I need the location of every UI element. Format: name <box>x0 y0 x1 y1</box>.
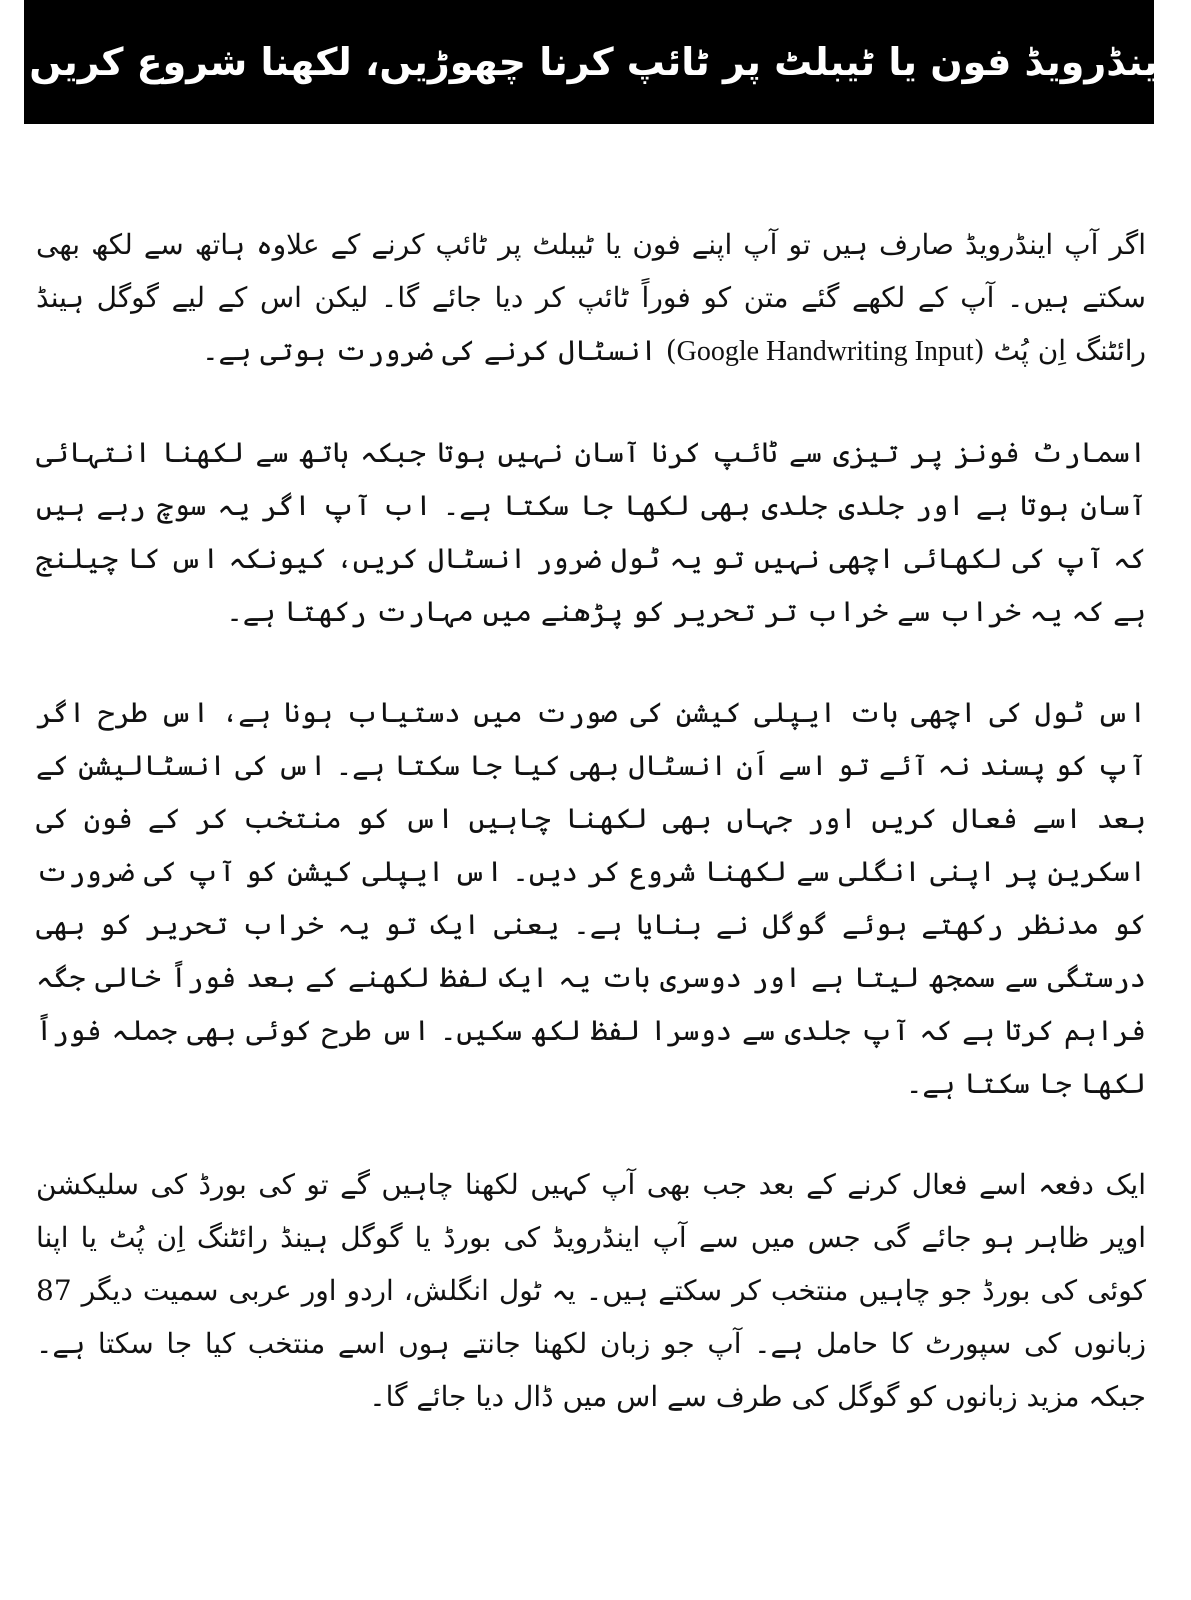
paragraph-intro-text-before: اگر آپ اینڈرویڈ صارف ہیں تو آپ اپنے فون یا ٹیبلٹ پر ٹائپ کرنے کے علاوہ ہاتھ سے لکھ بھی سکتے ہیں۔ آپ کے لکھے گئے متن کو فوراً ٹائپ کر دیا جائے گا۔ لیکن اس کے لیے گوگل ہینڈ رائٹنگ اِن پُٹ ( <box>36 228 1146 367</box>
paragraph-intro <box>36 218 1146 378</box>
page-title: اینڈرویڈ فون یا ٹیبلٹ پر ٹائپ کرنا چھوڑیں، لکھنا شروع کریں۔ <box>6 40 1172 84</box>
paragraph-language-support: ایک دفعہ اسے فعال کرنے کے بعد جب بھی آپ کہیں لکھنا چاہیں گے تو کی بورڈ کی سلیکشن اوپر ظاہر ہو جائے گی جس میں سے آپ اینڈرویڈ کی بورڈ یا گوگل ہینڈ رائٹنگ اِن پُٹ یا اپنا کوئی کی بورڈ جو چاہیں منتخب کر سکتے ہیں۔ یہ ٹول انگلش، اردو اور عربی سمیت دیگر 87 زبانوں کی سپورٹ کا حامل ہے۔ آپ جو زبان لکھنا جانتے ہوں اسے منتخب کیا جا سکتا ہے۔ جبکہ مزید زبانوں کو گوگل کی طرف سے اس میں ڈال دیا جائے گا۔ <box>36 1168 1146 1413</box>
paragraph-intro-text-after: ) انسٹال کرنے کی ضرورت ہوتی ہے۔ <box>202 334 677 367</box>
title-banner <box>6 0 1172 124</box>
article-body <box>36 218 1146 1471</box>
product-name-latin: Google Handwriting Input <box>676 336 974 367</box>
paragraph-app-usage: اس ٹول کی اچھی بات ایپلی کیشن کی صورت میں دستیاب ہونا ہے، اس طرح اگر آپ کو پسند نہ آئے تو اسے اَن انسٹال بھی کیا جا سکتا ہے۔ اس کی انسٹالیشن کے بعد اسے فعال کریں اور جہاں بھی لکھنا چاہیں اس کو منتخب کر کے فون کی اسکرین پر اپنی انگلی سے لکھنا شروع کر دیں۔ اس ایپلی کیشن کو آپ کی ضرورت کو مدنظر رکھتے ہوئے گوگل نے بنایا ہے۔ یعنی ایک تو یہ خراب تحریر کو بھی درستگی سے سمجھ لیتا ہے اور دوسری بات یہ ایک لفظ لکھنے کے بعد فوراً خالی جگہ فراہم کرتا ہے کہ آپ جلدی سے دوسرا لفظ لکھ سکیں۔ اس طرح کوئی بھی جملہ فوراً لکھا جا سکتا ہے۔ <box>36 696 1146 1100</box>
paragraph-typing-vs-writing: اسمارٹ فونز پر تیزی سے ٹائپ کرنا آسان نہیں ہوتا جبکہ ہاتھ سے لکھنا انتہائی آسان ہوتا ہے اور جلدی جلدی بھی لکھا جا سکتا ہے۔ اب آپ اگر یہ سوچ رہے ہیں کہ آپ کی لکھائی اچھی نہیں تو یہ ٹول ضرور انسٹال کریں، کیونکہ اس کا چیلنج ہے کہ یہ خراب سے خراب تر تحریر کو پڑھنے میں مہارت رکھتا ہے۔ <box>36 436 1146 628</box>
